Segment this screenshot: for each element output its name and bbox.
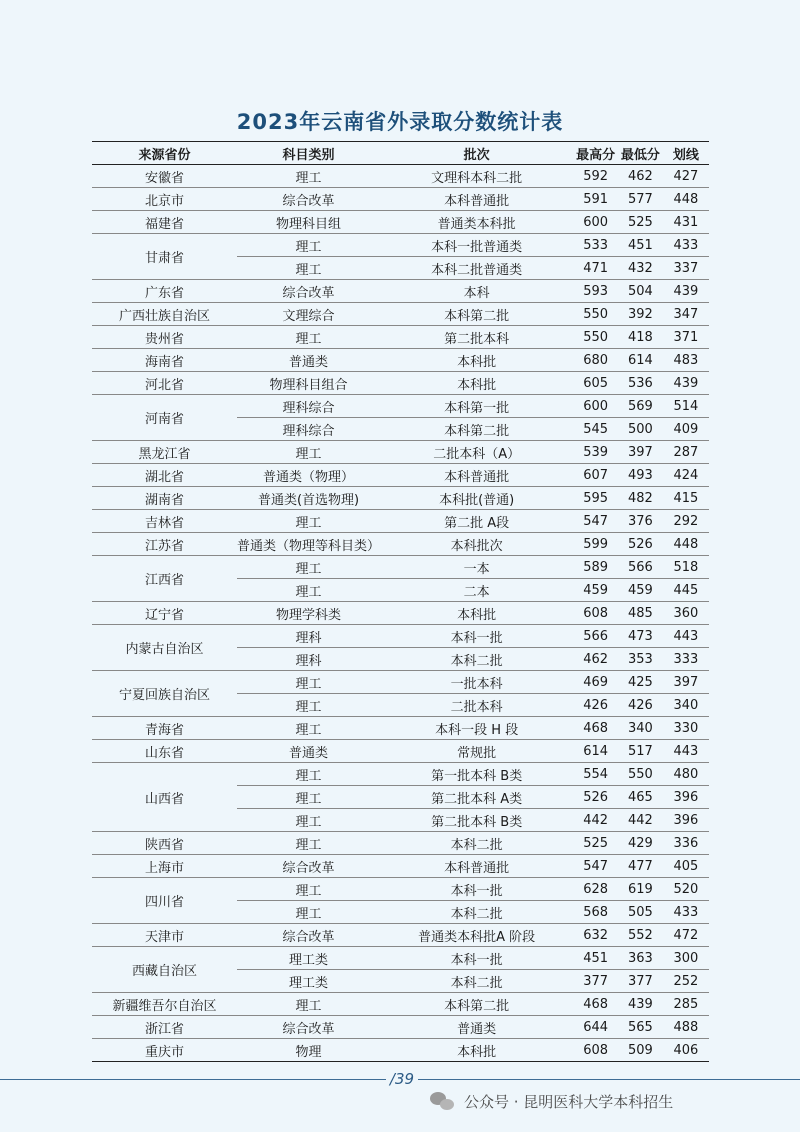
cell-province: 山西省 — [92, 763, 237, 832]
table-row — [92, 947, 709, 970]
table-row — [92, 763, 709, 786]
cell-cutoff: 448 — [663, 188, 709, 211]
cell-max-score: 550 — [573, 303, 618, 326]
cell-batch: 第二批 A段 — [380, 510, 573, 533]
cell-subject: 理工 — [237, 694, 380, 717]
cell-cutoff: 427 — [663, 165, 709, 188]
cell-cutoff: 483 — [663, 349, 709, 372]
cell-max-score: 468 — [573, 717, 618, 740]
table-row — [92, 878, 709, 901]
cell-min-score: 459 — [618, 579, 663, 602]
table-row — [92, 993, 709, 1016]
cell-max-score: 600 — [573, 211, 618, 234]
cell-batch: 第一批本科 B类 — [380, 763, 573, 786]
table-header-row — [92, 142, 709, 165]
cell-min-score: 485 — [618, 602, 663, 625]
cell-max-score: 632 — [573, 924, 618, 947]
cell-min-score: 614 — [618, 349, 663, 372]
cell-subject: 综合改革 — [237, 924, 380, 947]
cell-max-score: 462 — [573, 648, 618, 671]
cell-subject: 理工 — [237, 671, 380, 694]
cell-batch: 本科一批 — [380, 878, 573, 901]
cell-min-score: 426 — [618, 694, 663, 717]
cell-min-score: 376 — [618, 510, 663, 533]
table-row — [92, 280, 709, 303]
cell-max-score: 442 — [573, 809, 618, 832]
cell-province: 北京市 — [92, 188, 237, 211]
table-row — [92, 234, 709, 257]
cell-min-score: 517 — [618, 740, 663, 763]
wechat-icon — [430, 1090, 456, 1112]
cell-batch: 本科二批普通类 — [380, 257, 573, 280]
cell-min-score: 550 — [618, 763, 663, 786]
cell-batch: 本科批 — [380, 1039, 573, 1062]
cell-province: 广东省 — [92, 280, 237, 303]
cell-province: 内蒙古自治区 — [92, 625, 237, 671]
cell-batch: 本科二批 — [380, 901, 573, 924]
cell-cutoff: 292 — [663, 510, 709, 533]
cell-province: 贵州省 — [92, 326, 237, 349]
cell-cutoff: 330 — [663, 717, 709, 740]
table-row — [92, 1039, 709, 1062]
cell-min-score: 432 — [618, 257, 663, 280]
cell-cutoff: 433 — [663, 901, 709, 924]
cell-min-score: 442 — [618, 809, 663, 832]
cell-max-score: 468 — [573, 993, 618, 1016]
cell-subject: 普通类（物理） — [237, 464, 380, 487]
cell-cutoff: 396 — [663, 809, 709, 832]
header-subject: 科目类别 — [237, 142, 380, 165]
header-cutoff: 划线 — [663, 142, 709, 165]
cell-max-score: 426 — [573, 694, 618, 717]
cell-subject: 物理 — [237, 1039, 380, 1062]
cell-max-score: 599 — [573, 533, 618, 556]
cell-cutoff: 514 — [663, 395, 709, 418]
cell-cutoff: 340 — [663, 694, 709, 717]
cell-max-score: 680 — [573, 349, 618, 372]
cell-max-score: 600 — [573, 395, 618, 418]
cell-cutoff: 347 — [663, 303, 709, 326]
cell-province: 重庆市 — [92, 1039, 237, 1062]
cell-province: 宁夏回族自治区 — [92, 671, 237, 717]
cell-cutoff: 448 — [663, 533, 709, 556]
cell-max-score: 607 — [573, 464, 618, 487]
cell-subject: 理工 — [237, 901, 380, 924]
cell-batch: 本科批 — [380, 349, 573, 372]
cell-batch: 本科一段 H 段 — [380, 717, 573, 740]
cell-province: 吉林省 — [92, 510, 237, 533]
cell-subject: 理工 — [237, 993, 380, 1016]
table-row — [92, 211, 709, 234]
cell-batch: 二批本科 — [380, 694, 573, 717]
cell-subject: 物理科目组 — [237, 211, 380, 234]
admission-score-table — [92, 141, 709, 1062]
cell-province: 湖南省 — [92, 487, 237, 510]
cell-min-score: 397 — [618, 441, 663, 464]
cell-subject: 理工 — [237, 809, 380, 832]
cell-max-score: 608 — [573, 602, 618, 625]
cell-province: 天津市 — [92, 924, 237, 947]
cell-subject: 理工 — [237, 326, 380, 349]
cell-max-score: 644 — [573, 1016, 618, 1039]
cell-subject: 普通类 — [237, 740, 380, 763]
cell-subject: 理工 — [237, 257, 380, 280]
cell-batch: 本科普通批 — [380, 464, 573, 487]
cell-batch: 本科第二批 — [380, 993, 573, 1016]
cell-cutoff: 396 — [663, 786, 709, 809]
cell-cutoff: 337 — [663, 257, 709, 280]
cell-batch: 普通类 — [380, 1016, 573, 1039]
cell-min-score: 353 — [618, 648, 663, 671]
cell-min-score: 577 — [618, 188, 663, 211]
cell-batch: 本科第二批 — [380, 418, 573, 441]
cell-max-score: 526 — [573, 786, 618, 809]
table-row — [92, 349, 709, 372]
cell-subject: 综合改革 — [237, 855, 380, 878]
cell-cutoff: 336 — [663, 832, 709, 855]
cell-cutoff: 520 — [663, 878, 709, 901]
header-batch: 批次 — [380, 142, 573, 165]
table-row — [92, 556, 709, 579]
header-province: 来源省份 — [92, 142, 237, 165]
cell-batch: 本科批 — [380, 602, 573, 625]
cell-cutoff: 405 — [663, 855, 709, 878]
cell-batch: 普通类本科批 — [380, 211, 573, 234]
cell-max-score: 628 — [573, 878, 618, 901]
cell-min-score: 505 — [618, 901, 663, 924]
cell-cutoff: 397 — [663, 671, 709, 694]
cell-max-score: 525 — [573, 832, 618, 855]
cell-max-score: 592 — [573, 165, 618, 188]
cell-batch: 本科批(普通) — [380, 487, 573, 510]
cell-cutoff: 431 — [663, 211, 709, 234]
header-min-score: 最低分 — [618, 142, 663, 165]
cell-min-score: 451 — [618, 234, 663, 257]
cell-max-score: 614 — [573, 740, 618, 763]
cell-min-score: 525 — [618, 211, 663, 234]
cell-subject: 理工 — [237, 832, 380, 855]
cell-subject: 理科综合 — [237, 395, 380, 418]
watermark-text: 公众号 · 昆明医科大学本科招生 — [464, 1092, 674, 1111]
cell-max-score: 459 — [573, 579, 618, 602]
cell-subject: 综合改革 — [237, 280, 380, 303]
cell-cutoff: 409 — [663, 418, 709, 441]
cell-min-score: 473 — [618, 625, 663, 648]
cell-max-score: 605 — [573, 372, 618, 395]
cell-max-score: 547 — [573, 855, 618, 878]
cell-cutoff: 472 — [663, 924, 709, 947]
cell-subject: 理科 — [237, 648, 380, 671]
cell-cutoff: 439 — [663, 372, 709, 395]
table-row — [92, 188, 709, 211]
cell-max-score: 566 — [573, 625, 618, 648]
cell-batch: 本科 — [380, 280, 573, 303]
table-body — [92, 165, 709, 1062]
cell-batch: 一批本科 — [380, 671, 573, 694]
cell-min-score: 465 — [618, 786, 663, 809]
cell-min-score: 619 — [618, 878, 663, 901]
table-row — [92, 464, 709, 487]
cell-max-score: 547 — [573, 510, 618, 533]
cell-batch: 本科普通批 — [380, 855, 573, 878]
cell-min-score: 526 — [618, 533, 663, 556]
cell-batch: 本科二批 — [380, 648, 573, 671]
cell-max-score: 608 — [573, 1039, 618, 1062]
cell-cutoff: 480 — [663, 763, 709, 786]
table-row — [92, 1016, 709, 1039]
table-row — [92, 740, 709, 763]
cell-batch: 本科二批 — [380, 832, 573, 855]
cell-province: 江西省 — [92, 556, 237, 602]
cell-province: 河南省 — [92, 395, 237, 441]
cell-min-score: 493 — [618, 464, 663, 487]
cell-subject: 综合改革 — [237, 188, 380, 211]
cell-subject: 理工类 — [237, 947, 380, 970]
cell-min-score: 569 — [618, 395, 663, 418]
cell-province: 山东省 — [92, 740, 237, 763]
cell-subject: 理工 — [237, 165, 380, 188]
cell-max-score: 545 — [573, 418, 618, 441]
cell-province: 上海市 — [92, 855, 237, 878]
cell-subject: 物理科目组合 — [237, 372, 380, 395]
cell-province: 海南省 — [92, 349, 237, 372]
cell-batch: 本科一批 — [380, 947, 573, 970]
cell-min-score: 425 — [618, 671, 663, 694]
cell-batch: 本科一批普通类 — [380, 234, 573, 257]
cell-min-score: 482 — [618, 487, 663, 510]
cell-min-score: 536 — [618, 372, 663, 395]
cell-max-score: 550 — [573, 326, 618, 349]
cell-subject: 理工类 — [237, 970, 380, 993]
page-number: /39 — [386, 1068, 418, 1090]
cell-batch: 二批本科（A） — [380, 441, 573, 464]
cell-min-score: 418 — [618, 326, 663, 349]
cell-min-score: 363 — [618, 947, 663, 970]
cell-province: 甘肃省 — [92, 234, 237, 280]
cell-min-score: 552 — [618, 924, 663, 947]
cell-min-score: 462 — [618, 165, 663, 188]
cell-min-score: 509 — [618, 1039, 663, 1062]
cell-batch: 本科批 — [380, 372, 573, 395]
cell-min-score: 377 — [618, 970, 663, 993]
cell-province: 辽宁省 — [92, 602, 237, 625]
cell-province: 四川省 — [92, 878, 237, 924]
cell-cutoff: 443 — [663, 625, 709, 648]
cell-subject: 文理综合 — [237, 303, 380, 326]
cell-cutoff: 287 — [663, 441, 709, 464]
table-row — [92, 510, 709, 533]
cell-batch: 本科普通批 — [380, 188, 573, 211]
cell-batch: 普通类本科批A 阶段 — [380, 924, 573, 947]
cell-province: 新疆维吾尔自治区 — [92, 993, 237, 1016]
cell-max-score: 451 — [573, 947, 618, 970]
table-row — [92, 487, 709, 510]
cell-province: 广西壮族自治区 — [92, 303, 237, 326]
cell-subject: 理工 — [237, 441, 380, 464]
cell-subject: 理工 — [237, 234, 380, 257]
cell-subject: 普通类(首选物理) — [237, 487, 380, 510]
cell-batch: 本科一批 — [380, 625, 573, 648]
cell-cutoff: 439 — [663, 280, 709, 303]
table-row — [92, 533, 709, 556]
cell-province: 河北省 — [92, 372, 237, 395]
cell-min-score: 500 — [618, 418, 663, 441]
table-row — [92, 832, 709, 855]
cell-max-score: 568 — [573, 901, 618, 924]
cell-batch: 常规批 — [380, 740, 573, 763]
cell-cutoff: 371 — [663, 326, 709, 349]
cell-batch: 第二批本科 — [380, 326, 573, 349]
cell-subject: 理工 — [237, 878, 380, 901]
cell-min-score: 439 — [618, 993, 663, 1016]
cell-subject: 物理学科类 — [237, 602, 380, 625]
cell-cutoff: 252 — [663, 970, 709, 993]
cell-cutoff: 333 — [663, 648, 709, 671]
cell-cutoff: 415 — [663, 487, 709, 510]
cell-province: 安徽省 — [92, 165, 237, 188]
cell-cutoff: 445 — [663, 579, 709, 602]
cell-max-score: 533 — [573, 234, 618, 257]
cell-cutoff: 488 — [663, 1016, 709, 1039]
cell-min-score: 392 — [618, 303, 663, 326]
cell-subject: 理科 — [237, 625, 380, 648]
cell-province: 西藏自治区 — [92, 947, 237, 993]
cell-batch: 第二批本科 B类 — [380, 809, 573, 832]
cell-batch: 本科二批 — [380, 970, 573, 993]
cell-max-score: 471 — [573, 257, 618, 280]
cell-cutoff: 443 — [663, 740, 709, 763]
cell-batch: 本科第二批 — [380, 303, 573, 326]
cell-batch: 一本 — [380, 556, 573, 579]
cell-subject: 理工 — [237, 510, 380, 533]
cell-cutoff: 424 — [663, 464, 709, 487]
table-row — [92, 671, 709, 694]
table-row — [92, 165, 709, 188]
cell-subject: 理工 — [237, 579, 380, 602]
cell-max-score: 589 — [573, 556, 618, 579]
cell-subject: 理工 — [237, 717, 380, 740]
cell-max-score: 469 — [573, 671, 618, 694]
table-row — [92, 372, 709, 395]
cell-province: 福建省 — [92, 211, 237, 234]
table-row — [92, 326, 709, 349]
table-row — [92, 717, 709, 740]
cell-batch: 本科第一批 — [380, 395, 573, 418]
cell-max-score: 593 — [573, 280, 618, 303]
table-row — [92, 441, 709, 464]
cell-batch: 二本 — [380, 579, 573, 602]
cell-max-score: 377 — [573, 970, 618, 993]
cell-min-score: 340 — [618, 717, 663, 740]
cell-cutoff: 300 — [663, 947, 709, 970]
watermark — [430, 1088, 673, 1114]
cell-batch: 文理科本科二批 — [380, 165, 573, 188]
cell-province: 黑龙江省 — [92, 441, 237, 464]
cell-subject: 综合改革 — [237, 1016, 380, 1039]
cell-subject: 理工 — [237, 556, 380, 579]
cell-max-score: 595 — [573, 487, 618, 510]
cell-cutoff: 360 — [663, 602, 709, 625]
table-row — [92, 855, 709, 878]
cell-cutoff: 406 — [663, 1039, 709, 1062]
cell-batch: 第二批本科 A类 — [380, 786, 573, 809]
table-row — [92, 303, 709, 326]
cell-min-score: 429 — [618, 832, 663, 855]
cell-province: 湖北省 — [92, 464, 237, 487]
cell-cutoff: 433 — [663, 234, 709, 257]
cell-province: 陕西省 — [92, 832, 237, 855]
cell-subject: 普通类（物理等科目类） — [237, 533, 380, 556]
cell-subject: 普通类 — [237, 349, 380, 372]
table-row — [92, 395, 709, 418]
cell-min-score: 504 — [618, 280, 663, 303]
table-row — [92, 625, 709, 648]
cell-province: 浙江省 — [92, 1016, 237, 1039]
header-max-score: 最高分 — [573, 142, 618, 165]
table-row — [92, 924, 709, 947]
cell-min-score: 565 — [618, 1016, 663, 1039]
cell-max-score: 539 — [573, 441, 618, 464]
cell-province: 江苏省 — [92, 533, 237, 556]
cell-min-score: 477 — [618, 855, 663, 878]
cell-max-score: 554 — [573, 763, 618, 786]
cell-cutoff: 285 — [663, 993, 709, 1016]
table-row — [92, 602, 709, 625]
cell-min-score: 566 — [618, 556, 663, 579]
page-title: 2023年云南省外录取分数统计表 — [236, 110, 564, 134]
cell-batch: 本科批次 — [380, 533, 573, 556]
cell-subject: 理工 — [237, 763, 380, 786]
cell-cutoff: 518 — [663, 556, 709, 579]
cell-subject: 理工 — [237, 786, 380, 809]
cell-max-score: 591 — [573, 188, 618, 211]
cell-province: 青海省 — [92, 717, 237, 740]
cell-subject: 理科综合 — [237, 418, 380, 441]
